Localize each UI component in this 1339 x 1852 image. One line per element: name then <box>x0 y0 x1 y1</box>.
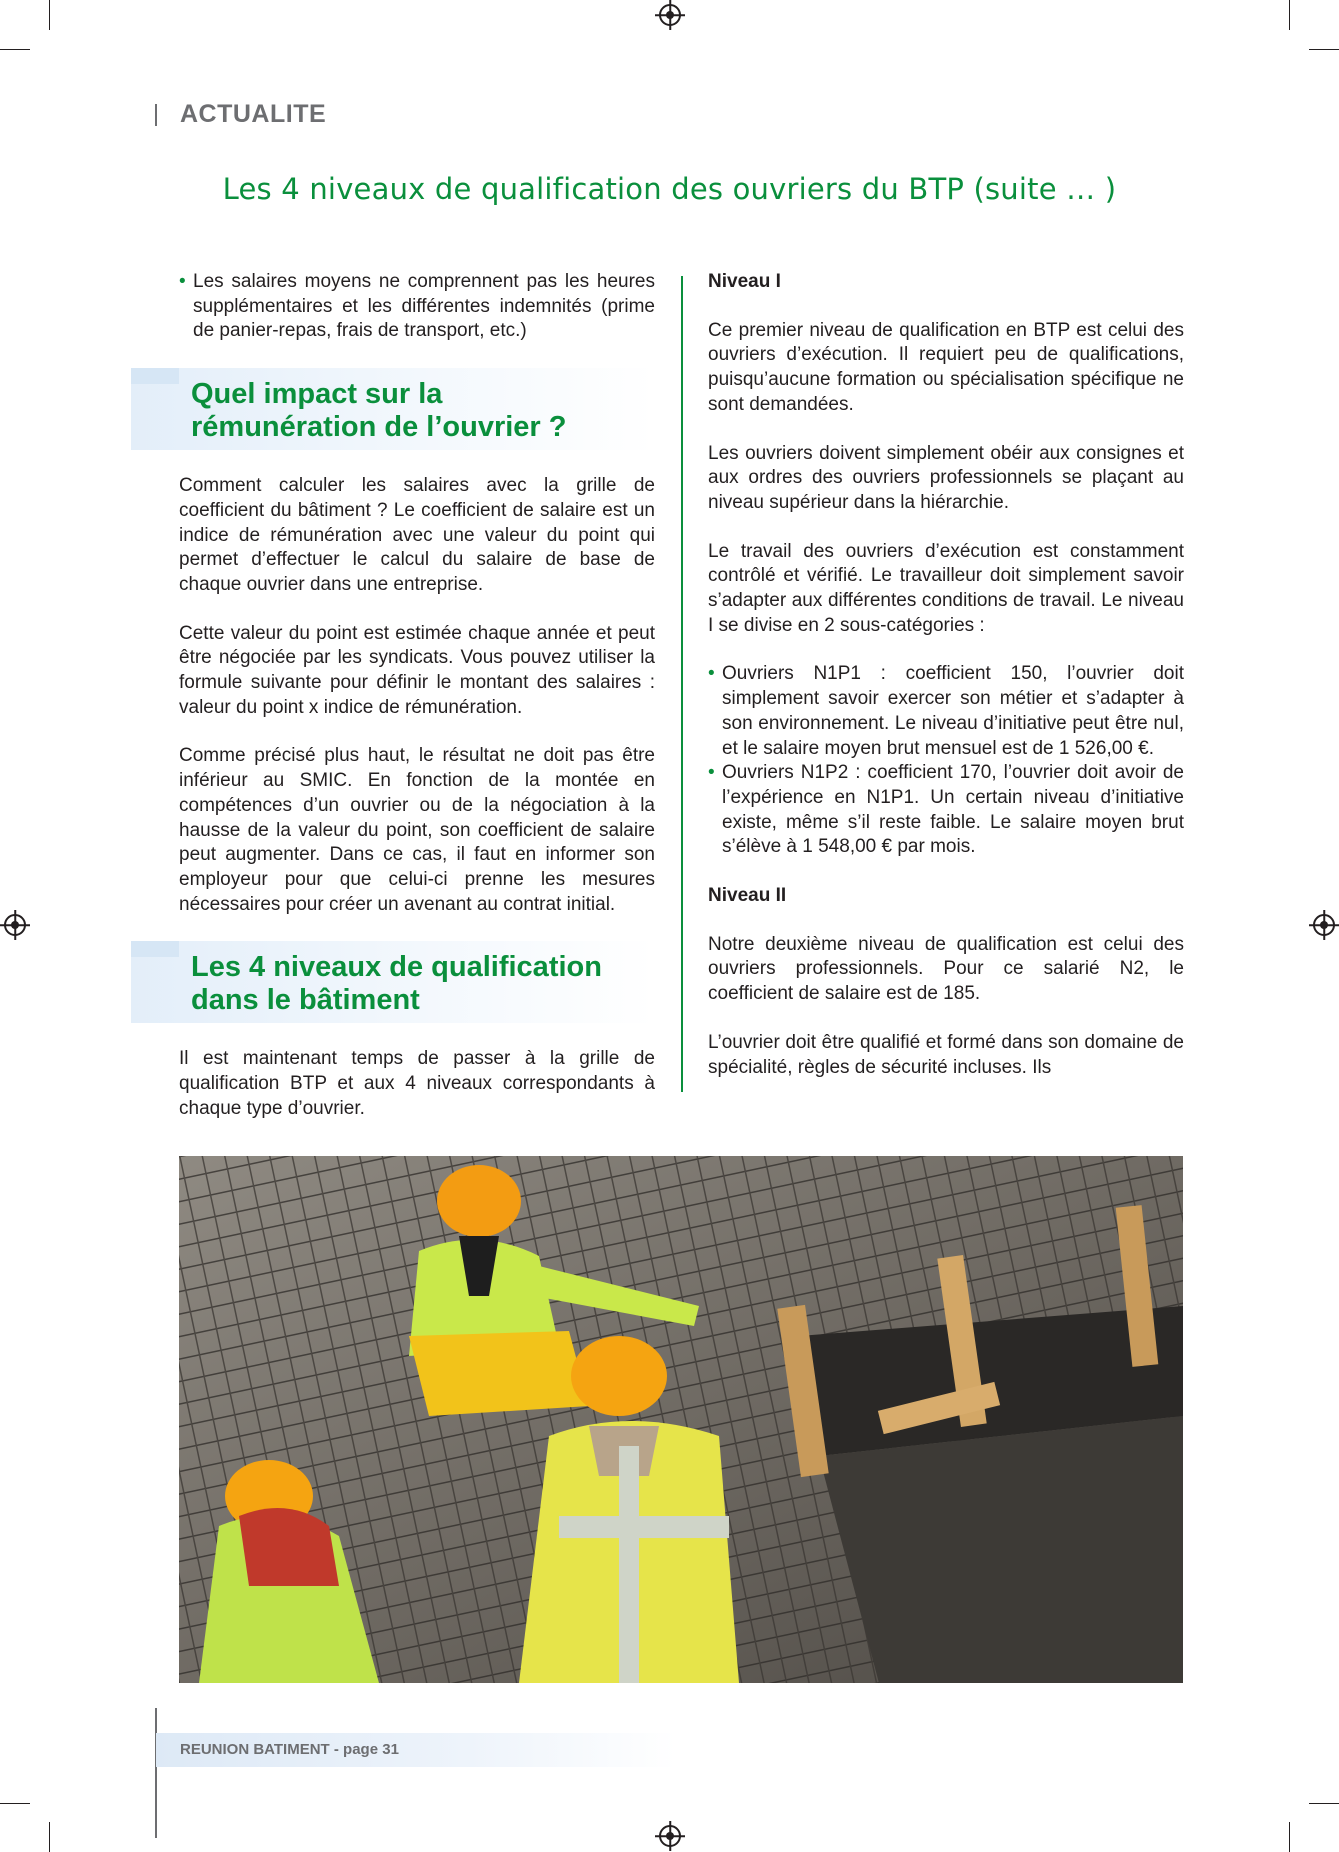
crop-mark-top-left-v <box>49 0 50 30</box>
paragraph: Comme précisé plus haut, le résultat ne doit pas être inférieur au SMIC. En fonction de la montée en compétences d’un ouvrier ou de la négociation à la hausse de la valeur du point, son coefficient de salaire peut augmenter. Dans ce cas, il faut en informer son employeur pour que celui-ci prenne les mesures nécessaires pour créer un avenant au contrat initial. <box>179 745 655 915</box>
crop-mark-bottom-right-v <box>1289 1822 1290 1852</box>
crop-mark-bottom-right-h <box>1309 1803 1339 1804</box>
intro-bullet: • Les salaires moyens ne comprennent pas les heures supplémentaires et les différentes indemnités (prime de panier-repas, frais de transport, etc.) <box>179 270 655 344</box>
crop-mark-top-right-v <box>1289 0 1290 30</box>
crop-mark-top-right-h <box>1309 49 1339 50</box>
niveau-2-title: Niveau II <box>708 885 787 907</box>
crop-mark-bottom-left-h <box>0 1803 30 1804</box>
heading-impact-box <box>131 368 655 450</box>
niveau-1-bullet-list <box>708 662 1184 860</box>
registration-mark-left <box>4 914 26 936</box>
paragraph: Comment calculer les salaires avec la grille de coefficient du bâtiment ? Le coefficient de salaire est un indice de rémunération avec une valeur du point qui permet d’effectuer le calcul du salaire de base de chaque ouvrier dans une entreprise. <box>179 475 655 595</box>
paragraph: Cette valeur du point est estimée chaque année et peut être négociée par les syndicats. Vous pouvez utiliser la formule suivante pour définir le montant des salaires : valeur du point x indice de rémunération. <box>179 622 655 718</box>
paragraph: L’ouvrier doit être qualifié et formé dans son domaine de spécialité, règles de sécurité incluses. Ils <box>708 1031 1184 1078</box>
registration-mark-bottom <box>659 1825 681 1847</box>
bullet-n1p2: • Ouvriers N1P2 : coefficient 170, l’ouvrier doit avoir de l’expérience en N1P1. Un certain niveau d’initiative existe, même s’il reste faible. Le salaire moyen brut s’élève à 1 548,00 € par mois. <box>708 761 1184 860</box>
section-label: ACTUALITE <box>180 100 327 128</box>
paragraph: Ce premier niveau de qualification en BTP est celui des ouvriers d’exécution. Il requiert peu de qualifications, puisqu’aucune formation ou spécialisation spécifique ne sont demandées. <box>708 319 1184 415</box>
registration-mark-right <box>1313 914 1335 936</box>
heading-impact: Quel impact sur la rémunération de l’ouvrier ? <box>191 378 567 444</box>
crop-mark-bottom-left-v <box>49 1822 50 1852</box>
column-divider <box>681 276 683 1092</box>
paragraph: Les ouvriers doivent simplement obéir aux consignes et aux ordres des ouvriers professionnels se plaçant au niveau supérieur dans la hiérarchie. <box>708 442 1184 513</box>
right-column <box>708 270 1184 1080</box>
heading-niveaux: Les 4 niveaux de qualification dans le bâtiment <box>191 951 602 1017</box>
construction-workers-photo <box>179 1156 1183 1683</box>
bullet-n1p1: • Ouvriers N1P1 : coefficient 150, l’ouvrier doit simplement savoir exercer son métier et s’adapter à son environnement. Le niveau d’initiative peut être nul, et le salaire moyen brut mensuel est de 1 526,00 €. <box>708 662 1184 761</box>
section-divider <box>155 104 157 126</box>
niveau-1-title: Niveau I <box>708 271 781 292</box>
paragraph: Notre deuxième niveau de qualification est celui des ouvriers professionnels. Pour ce salarié N2, le coefficient de salaire est de 185. <box>708 933 1184 1005</box>
heading-niveaux-box <box>131 941 655 1023</box>
footer-page-label: REUNION BATIMENT - page 31 <box>180 1741 399 1758</box>
page-title: Les 4 niveaux de qualification des ouvriers du BTP (suite … ) <box>222 172 1117 206</box>
crop-mark-top-left-h <box>0 49 30 50</box>
paragraph: Il est maintenant temps de passer à la grille de qualification BTP et aux 4 niveaux correspondants à chaque type d’ouvrier. <box>179 1048 655 1119</box>
footer-divider <box>155 1708 157 1838</box>
intro-bullet-list <box>179 270 655 344</box>
left-column <box>179 270 655 1145</box>
registration-mark-top <box>659 4 681 26</box>
paragraph: Le travail des ouvriers d’exécution est constamment contrôlé et vérifié. Le travailleur doit simplement savoir s’adapter aux différentes conditions de travail. Le niveau I se divise en 2 sous-catégories : <box>708 540 1184 636</box>
